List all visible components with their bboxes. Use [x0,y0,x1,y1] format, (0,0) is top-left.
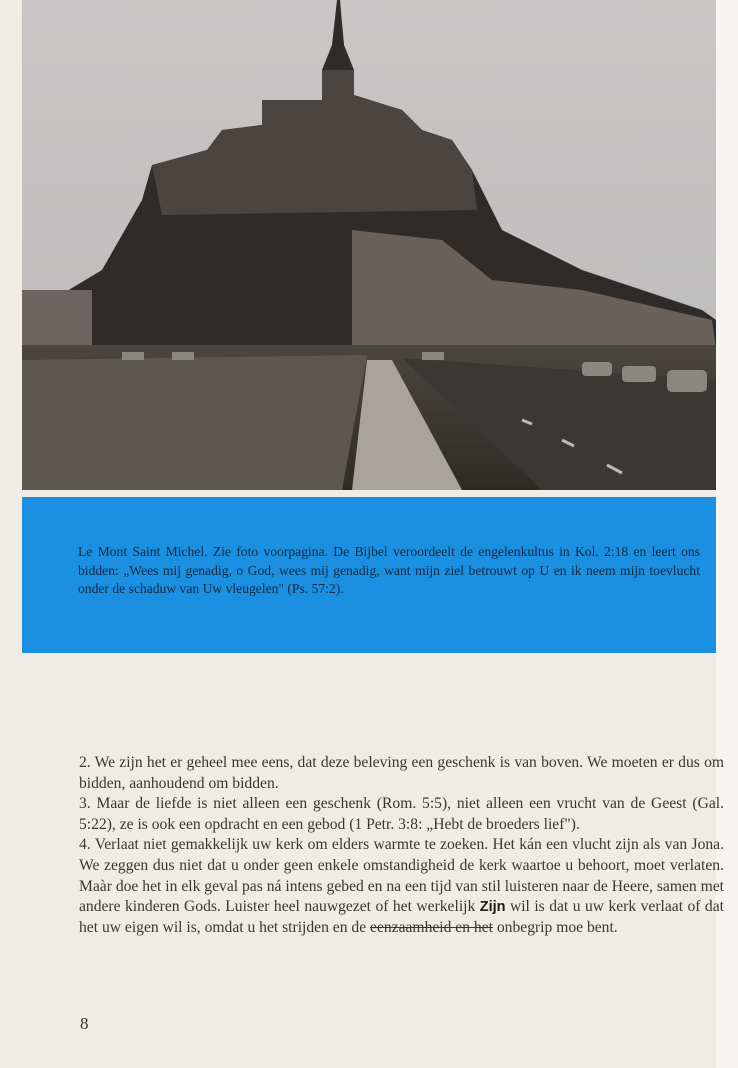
paragraph-3: 3. Maar de liefde is niet alleen een geschenk (Rom. 5:5), niet alleen een vrucht van de Geest (Gal. 5:22), ze is ook een opdracht en een gebod (1 Petr. 3:8: „Hebt de broeders lief"). [79,795,724,833]
page-number: 8 [80,1014,89,1033]
paragraph-4-part-b: wil is dat u uw kerk verlaat of dat het uw eigen wil is, omdat u het strijden en de [79,898,724,936]
emphasis-zijn: Zijn [479,899,506,916]
caption-band [22,497,716,653]
paragraph-2: 2. We zijn het er geheel mee eens, dat deze beleving een geschenk is van boven. We moeten er dus om bidden, aanhoudend om bidden. [79,754,724,792]
paragraph-4-part-c: onbegrip moe bent. [492,918,618,936]
struck-text: eenzaamheid en het [370,918,493,936]
paragraph-4-part-a: 4. Verlaat niet gemakkelijk uw kerk om elders warmte te zoeken. Het kán een vlucht zijn als van Jona. We zeggen dus niet dat u onder geen enkele omstandigheid de kerk waartoe u behoort, moet verlaten. Maàr doe het in elk geval pas ná intens gebed en na een tijd van stil luisteren naar de Heere, samen met andere kinderen Gods. Luister heel nauwgezet of het werkelijk [79,836,724,916]
mont-saint-michel-photo [22,0,716,490]
body-text [79,753,724,938]
paragraph-4 [79,835,724,938]
photo-caption: Le Mont Saint Michel. Zie foto voorpagina. De Bijbel veroordeelt de engelenkultus in Kol. 2:18 en leert ons bidden: „Wees mij genadig, o God, wees mij genadig, want mijn ziel betrouwt op U en ik neem mijn toevlucht onder de schaduw van Uw vleugelen" (Ps. 57:2). [78,544,700,596]
